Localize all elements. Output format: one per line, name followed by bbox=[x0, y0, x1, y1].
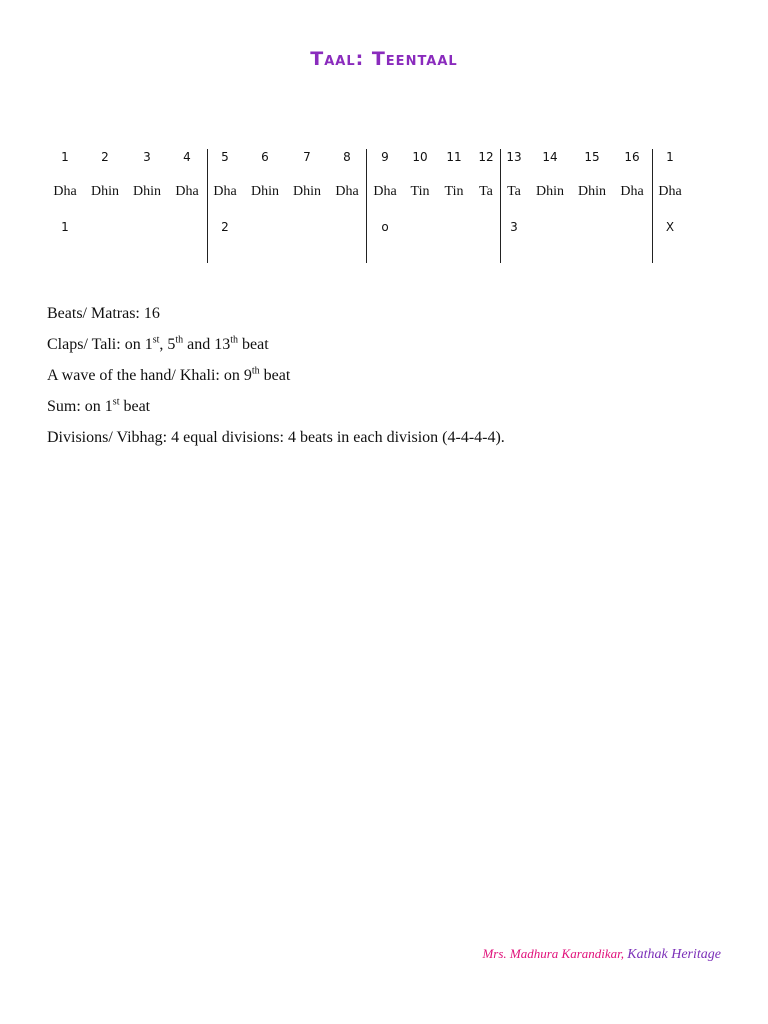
beat-number: 15 bbox=[584, 150, 600, 164]
beat-number: 12 bbox=[478, 150, 494, 164]
beat-number: 11 bbox=[446, 150, 462, 164]
vibhag-divider bbox=[366, 149, 367, 263]
beat-number: 5 bbox=[221, 150, 229, 164]
sum-prefix: Sum: on 1 bbox=[47, 398, 113, 415]
fact-divisions bbox=[47, 427, 505, 458]
beat-mark: o bbox=[381, 220, 389, 234]
beat-number: 9 bbox=[381, 150, 389, 164]
beat-bol: Dhin bbox=[293, 184, 321, 199]
beat-number: 4 bbox=[183, 150, 191, 164]
beat-bol: Dha bbox=[175, 184, 199, 199]
beat-number: 7 bbox=[303, 150, 311, 164]
claps-mid-1: , 5 bbox=[159, 336, 176, 353]
beat-bol: Dhin bbox=[91, 184, 119, 199]
footer-author: Mrs. Madhura Karandikar, bbox=[482, 946, 625, 961]
beat-number: 8 bbox=[343, 150, 351, 164]
claps-sup-2: th bbox=[175, 334, 184, 346]
footer-organization: Kathak Heritage bbox=[627, 947, 721, 962]
footer-credit bbox=[482, 946, 721, 963]
claps-sup-1: st bbox=[152, 334, 160, 346]
beat-bol: Tin bbox=[410, 184, 430, 199]
page-title: Taal: Teentaal bbox=[310, 48, 458, 70]
beat-mark: 1 bbox=[61, 220, 69, 234]
beat-bol: Ta bbox=[479, 184, 493, 199]
beat-number: 16 bbox=[624, 150, 640, 164]
beat-bol: Dhin bbox=[536, 184, 564, 199]
khali-suffix: beat bbox=[259, 367, 291, 384]
beat-bol: Dhin bbox=[133, 184, 161, 199]
fact-divisions-text: Divisions/ Vibhag: 4 equal divisions: 4 beats in each division (4-4-4-4). bbox=[47, 429, 505, 446]
beat-bol: Dha bbox=[53, 184, 77, 199]
claps-sup-3: th bbox=[230, 334, 239, 346]
beat-bol: Dhin bbox=[251, 184, 279, 199]
beat-bol: Tin bbox=[444, 184, 464, 199]
beat-bol: Dha bbox=[335, 184, 359, 199]
khali-prefix: A wave of the hand/ Khali: on 9 bbox=[47, 367, 252, 384]
beat-bol: Dhin bbox=[578, 184, 606, 199]
beat-bol: Dha bbox=[620, 184, 644, 199]
khali-sup: th bbox=[251, 365, 260, 377]
fact-beats-text: Beats/ Matras: 16 bbox=[47, 305, 160, 322]
beat-number: 13 bbox=[506, 150, 522, 164]
vibhag-divider bbox=[500, 149, 501, 263]
beat-bol: Dha bbox=[213, 184, 237, 199]
vibhag-divider bbox=[207, 149, 208, 263]
fact-khali bbox=[47, 365, 505, 396]
beat-mark: 2 bbox=[221, 220, 229, 234]
beat-number: 1 bbox=[666, 150, 674, 164]
claps-suffix: beat bbox=[238, 336, 269, 353]
fact-beats bbox=[47, 303, 505, 334]
fact-claps bbox=[47, 334, 505, 365]
facts-list bbox=[47, 303, 505, 458]
fact-sum bbox=[47, 396, 505, 427]
claps-prefix: Claps/ Tali: on 1 bbox=[47, 336, 153, 353]
claps-mid-2: and 13 bbox=[183, 336, 231, 353]
sum-suffix: beat bbox=[119, 398, 151, 415]
beat-number: 14 bbox=[542, 150, 558, 164]
beat-number: 3 bbox=[143, 150, 151, 164]
beat-number: 2 bbox=[101, 150, 109, 164]
beat-number: 10 bbox=[412, 150, 428, 164]
beat-mark: 3 bbox=[510, 220, 518, 234]
beat-number: 1 bbox=[61, 150, 69, 164]
sum-sup: st bbox=[112, 396, 120, 408]
beat-mark: X bbox=[665, 220, 675, 234]
beat-bol: Dha bbox=[658, 184, 682, 199]
vibhag-divider bbox=[652, 149, 653, 263]
beat-number: 6 bbox=[261, 150, 269, 164]
beat-bol: Ta bbox=[507, 184, 521, 199]
beat-bol: Dha bbox=[373, 184, 397, 199]
